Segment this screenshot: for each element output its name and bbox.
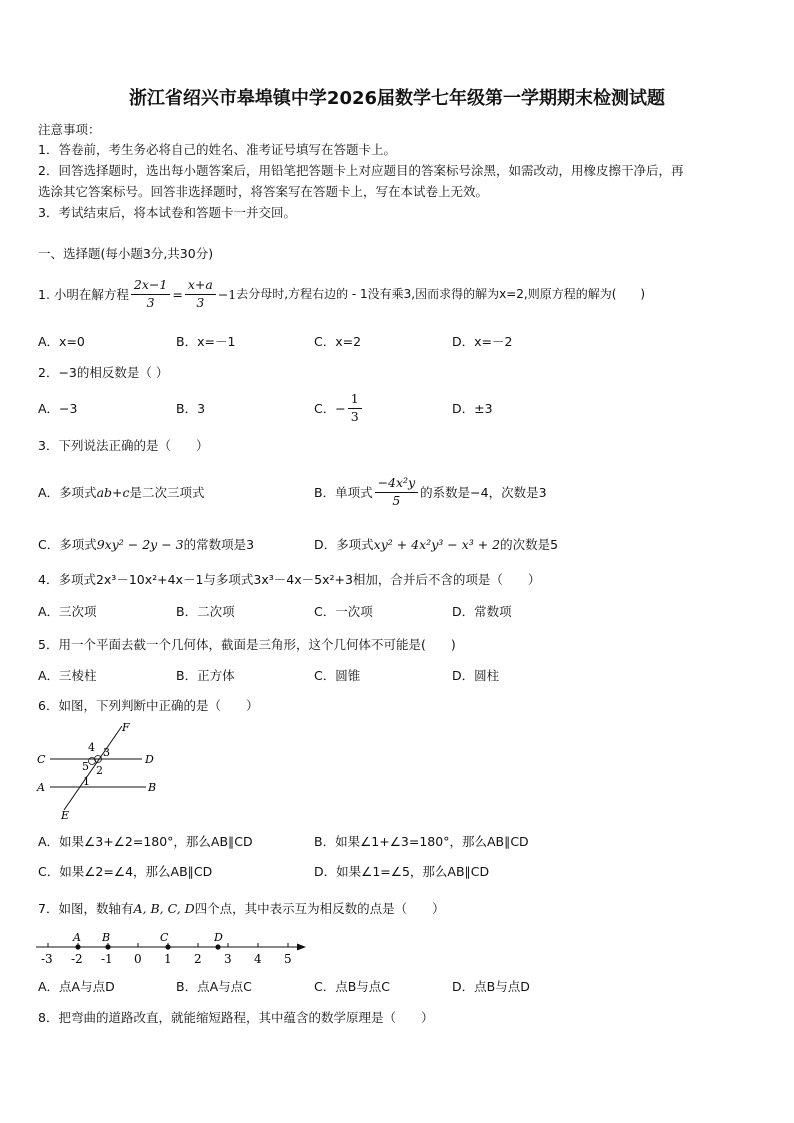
- q2-option-a: A．−3: [38, 401, 78, 416]
- q7-option-c: C．点B与点C: [314, 979, 391, 994]
- notice-line-2b: 选涂其它答案标号。回答非选择题时，将答案写在答题卡上，写在本试卷上无效。: [38, 184, 489, 199]
- label-e: E: [61, 809, 70, 822]
- q1-frac2-den: 3: [196, 294, 205, 310]
- q1-suffix: 去分母时,方程右边的 - 1没有乘3,因而求得的解为x=2,则原方程的解为( ): [236, 286, 646, 301]
- q5-option-d: D．圆柱: [452, 668, 500, 683]
- q3-opta-math: ab+c: [96, 485, 130, 500]
- q2-option-c-prefix: C．−: [314, 400, 346, 416]
- q1-option-a: A．x=0: [38, 334, 85, 349]
- q3-optb-num: −4x²y: [375, 476, 419, 492]
- q7-number-line: [34, 928, 310, 968]
- q7-option-d: D．点B与点D: [452, 979, 530, 994]
- q1-fraction-1: [131, 278, 170, 310]
- q6-option-d: D．如果∠1=∠5，那么AB∥CD: [314, 864, 490, 879]
- q4-option-d: D．常数项: [452, 604, 512, 619]
- label-a: A: [37, 781, 45, 794]
- q2-option-b: B．3: [176, 401, 206, 416]
- label-1: 1: [83, 775, 90, 788]
- q3-option-a: [38, 485, 205, 500]
- question-8: 8．把弯曲的道路改直，就能缩短路程，其中蕴含的数学原理是（ ）: [38, 1010, 434, 1025]
- question-7: [38, 901, 445, 916]
- point-b: [105, 944, 110, 949]
- q1-minus-one: −1: [217, 286, 237, 302]
- notice-line-3: 3．考试结束后，将本试卷和答题卡一并交回。: [38, 205, 296, 220]
- q1-option-c: C．x=2: [314, 334, 362, 349]
- question-1: [38, 276, 645, 312]
- q3-opta-post: 是二次三项式: [129, 485, 205, 500]
- tick-label: -3: [41, 952, 53, 966]
- q3-optb-fraction: [375, 476, 419, 508]
- tick-label: 1: [164, 952, 172, 966]
- q3-optc-post: 的常数项是3: [183, 537, 255, 552]
- q3-opta-pre: A．多项式: [38, 485, 97, 500]
- label-3: 3: [103, 746, 110, 759]
- tick-label: 0: [134, 952, 142, 966]
- tick-label: 3: [224, 952, 232, 966]
- point-label-c: C: [160, 931, 169, 944]
- point-label-b: B: [102, 931, 111, 944]
- q7-text-post: 四个点，其中表示互为相反数的点是（ ）: [194, 901, 445, 916]
- q3-optc-math: 9xy² − 2y − 3: [96, 537, 184, 552]
- q3-option-c: [38, 537, 254, 552]
- q1-frac1-den: 3: [146, 294, 155, 310]
- q3-optb-den: 5: [392, 492, 401, 508]
- q7-option-a: A．点A与点D: [38, 979, 115, 994]
- question-4: 4．多项式2x³－10x²+4x－1与多项式3x³－4x－5x²+3相加，合并后不含的项是（ ）: [38, 572, 541, 587]
- point-label-a: A: [73, 931, 81, 944]
- notice-line-2a: 2．回答选择题时，选出每小题答案后，用铅笔把答题卡上对应题目的答案标号涂黑，如需改动，用橡皮擦干净后，再: [38, 163, 684, 178]
- label-d: D: [145, 753, 154, 766]
- q5-option-c: C．圆锥: [314, 668, 361, 683]
- line-ef: [64, 726, 122, 810]
- q3-optd-pre: D．多项式: [314, 537, 374, 552]
- tick-label: -2: [71, 952, 83, 966]
- q2-option-d: D．±3: [452, 401, 493, 416]
- point-label-d: D: [214, 931, 223, 944]
- q3-option-b: [314, 473, 547, 511]
- tick-label: 5: [284, 952, 292, 966]
- question-6: 6．如图，下列判断中正确的是（ ）: [38, 698, 259, 713]
- tick-label: 2: [194, 952, 202, 966]
- q5-option-a: A．三棱柱: [38, 668, 97, 683]
- q3-optb-pre: B．单项式: [314, 484, 373, 500]
- q2-option-c: [314, 390, 364, 426]
- q4-option-c: C．一次项: [314, 604, 373, 619]
- label-b: B: [148, 781, 157, 794]
- section-heading: 一、选择题(每小题3分,共30分): [38, 246, 214, 261]
- point-c: [165, 944, 170, 949]
- q2-optc-num: 1: [348, 392, 362, 408]
- q7-text-math: A, B, C, D: [133, 901, 195, 916]
- question-2: 2．−3的相反数是（ ）: [38, 365, 169, 380]
- q6-parallel-lines-figure: [34, 718, 164, 822]
- q3-option-d: [314, 537, 558, 552]
- q1-option-b: B．x=－1: [176, 334, 236, 349]
- question-5: 5．用一个平面去截一个几何体，截面是三角形，这个几何体不可能是( ): [38, 637, 456, 652]
- q6-option-c: C．如果∠2=∠4，那么AB∥CD: [38, 864, 213, 879]
- notice-line-1: 1．答卷前，考生务必将自己的姓名、准考证号填写在答题卡上。: [38, 142, 396, 157]
- label-f: F: [122, 721, 130, 734]
- q2-optc-den: 3: [350, 408, 359, 424]
- q4-option-b: B．二次项: [176, 604, 235, 619]
- tick-label: 4: [254, 952, 262, 966]
- question-3: 3．下列说法正确的是（ ）: [38, 438, 209, 453]
- q5-option-b: B．正方体: [176, 668, 235, 683]
- q1-frac2-num: x+a: [185, 278, 216, 294]
- notice-heading: 注意事项：: [38, 122, 101, 137]
- q3-optd-math: xy² + 4x²y³ − x³ + 2: [373, 537, 501, 552]
- tick-label: -1: [101, 952, 113, 966]
- q1-frac1-num: 2x−1: [131, 278, 170, 294]
- label-5: 5: [82, 760, 89, 773]
- axis-arrow: [297, 944, 306, 951]
- q3-optd-post: 的次数是5: [500, 537, 559, 552]
- q3-optb-post: 的系数是−4，次数是3: [420, 484, 547, 500]
- q1-fraction-2: [185, 278, 216, 310]
- q7-option-b: B．点A与点C: [176, 979, 252, 994]
- q6-option-b: B．如果∠1+∠3=180°，那么AB∥CD: [314, 834, 529, 849]
- q7-text-pre: 7．如图，数轴有: [38, 901, 134, 916]
- label-2: 2: [96, 764, 103, 777]
- q1-equals: =: [172, 286, 183, 302]
- label-c: C: [37, 753, 46, 766]
- exam-title: 浙江省绍兴市皋埠镇中学2026届数学七年级第一学期期末检测试题: [128, 88, 666, 109]
- q4-option-a: A．三次项: [38, 604, 97, 619]
- point-d: [215, 944, 220, 949]
- point-a: [75, 944, 80, 949]
- q6-option-a: A．如果∠3+∠2=180°，那么AB∥CD: [38, 834, 253, 849]
- q1-prefix: 1. 小明在解方程: [38, 286, 129, 302]
- q1-option-d: D．x=－2: [452, 334, 513, 349]
- label-4: 4: [88, 741, 95, 754]
- q3-optc-pre: C．多项式: [38, 537, 97, 552]
- q2-option-c-fraction: [348, 392, 362, 424]
